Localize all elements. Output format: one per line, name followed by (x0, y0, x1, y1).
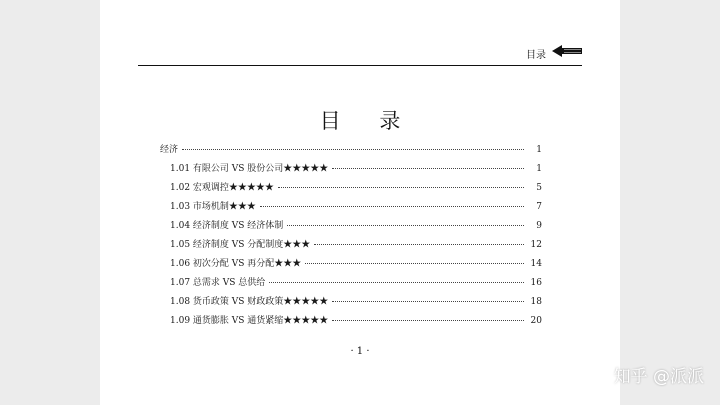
dot-leader (269, 281, 524, 283)
dot-leader (182, 148, 524, 150)
toc-item[interactable] (160, 275, 542, 294)
page-number: · 1 · (350, 346, 370, 357)
toc-item-page: 1 (536, 164, 542, 174)
dot-leader (332, 319, 524, 321)
toc-item[interactable] (160, 180, 542, 199)
toc-item[interactable] (160, 218, 542, 237)
toc-item-label: 1.02 宏观调控★★★★★ (170, 183, 274, 193)
toc-item-page: 16 (530, 278, 542, 288)
dot-leader (314, 243, 524, 245)
header-rule (138, 65, 582, 66)
toc-section-row[interactable] (160, 142, 542, 161)
toc-item[interactable] (160, 256, 542, 275)
toc-item-label: 1.01 有限公司 VS 股份公司★★★★★ (170, 164, 329, 174)
toc-item-page: 5 (536, 183, 542, 193)
dot-leader (260, 205, 524, 207)
document-page (100, 0, 620, 405)
toc-item-label: 1.06 初次分配 VS 再分配★★★ (170, 259, 302, 269)
dot-leader (332, 167, 524, 169)
toc-section-label: 经济 (160, 145, 179, 155)
dot-leader (278, 186, 524, 188)
page-header (138, 40, 582, 66)
dot-leader (305, 262, 524, 264)
toc-item-page: 14 (530, 259, 542, 269)
toc-item[interactable] (160, 313, 542, 332)
toc-item[interactable] (160, 199, 542, 218)
toc-section-page: 1 (536, 145, 542, 155)
dot-leader (332, 300, 524, 302)
page-title: 目 录 (319, 109, 417, 133)
header-label: 目录 (526, 50, 546, 61)
toc-item-page: 20 (530, 316, 542, 326)
toc-item-page: 18 (530, 297, 542, 307)
dot-leader (287, 224, 524, 226)
toc-item[interactable] (160, 294, 542, 313)
toc-item-label: 1.09 通货膨胀 VS 通货紧缩★★★★★ (170, 316, 329, 326)
toc-item-page: 9 (536, 221, 542, 231)
toc-item-page: 7 (536, 202, 542, 212)
left-arrow-icon (552, 44, 582, 58)
table-of-contents (160, 142, 542, 332)
toc-item[interactable] (160, 237, 542, 256)
toc-item-page: 12 (530, 240, 542, 250)
watermark: 知乎 @派派 (613, 367, 704, 387)
toc-item-label: 1.03 市场机制★★★ (170, 202, 256, 212)
toc-item-label: 1.08 货币政策 VS 财政政策★★★★★ (170, 297, 329, 307)
toc-item-label: 1.04 经济制度 VS 经济体制 (170, 221, 284, 231)
toc-item[interactable] (160, 161, 542, 180)
toc-item-label: 1.05 经济制度 VS 分配制度★★★ (170, 240, 311, 250)
toc-item-label: 1.07 总需求 VS 总供给 (170, 278, 266, 288)
